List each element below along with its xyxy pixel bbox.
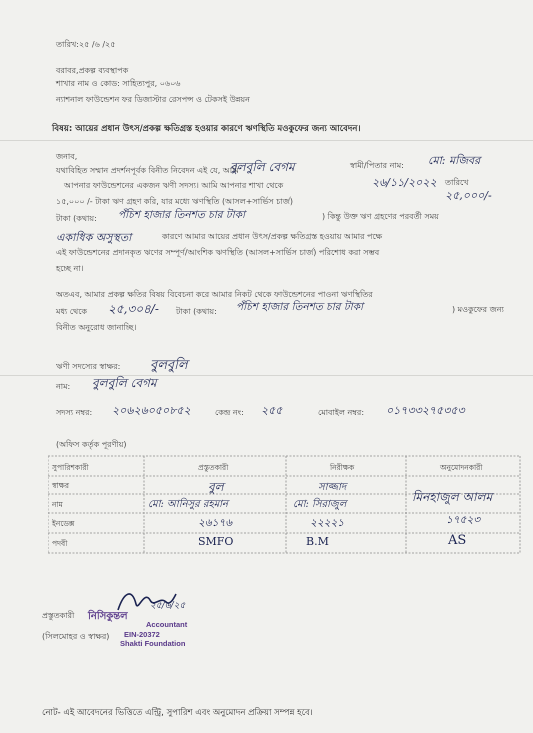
applicant-signature: বুলবুলি [150,358,188,373]
handwritten-applicant-name: বুলবুলি বেগম [230,160,295,174]
preparer-index: ২৬১৭৬ [198,517,233,529]
salutation: জনাব, [56,152,78,161]
name-label: নাম: [56,382,71,391]
center-no-label: কেন্দ্র নং: [215,408,244,417]
handwritten-husband-name: মো: মজিবর [428,154,481,167]
col-header-auditor: নিরীক্ষক [330,463,355,472]
auditor-signature: সাজ্জাদ [318,482,347,493]
body-line-3: ১৫,০০০ /- টাকা ঋণ গ্রহণ করি, যার মধ্যে ঋণস্থিতি (আসল+সার্ভিস চার্জ) [56,197,294,206]
handwritten-name: বুলবুলি বেগম [92,376,157,390]
body-line-5: কারণে আমার আয়ের প্রধান উৎস/প্রকল্প ক্ষতিগ্রস্ত হওয়ায় আমার পক্ষে [162,232,383,241]
stamp-organization: Shakti Foundation [120,639,186,648]
stamp-ein: EIN-20372 [124,630,160,639]
recipient-line: বরাবর,প্রকল্প ব্যবস্থাপক [56,66,129,75]
body-line-4: টাকা (কথায়: [56,214,97,223]
handwritten-mobile: ০১৭৩৩২৭৫৩৫৩ [386,404,465,417]
office-use-table [48,455,521,555]
signature-label: ঋণী সদস্যের স্বাক্ষর: [56,362,121,371]
date-line: তারিখ:২৫ /৬ /২৫ [56,40,116,49]
approver-index: ১৭৫২৩ [446,514,481,526]
body-line-2: আপনার ফাউন্ডেশনের একজন ঋণী সদস্য। আমি আপনার শাখা থেকে [64,181,284,190]
col-header-approver: অনুমোদনকারী [440,463,483,472]
member-no-label: সদস্য নম্বর: [56,408,93,417]
seal-and-signature-label: (সিলমোহর ও স্বাক্ষর) [42,632,110,641]
row-label-recommender: সুপারিশকারী [52,463,89,472]
handwritten-amount-in-words: পঁচিশ হাজার তিনশত চার টাকা [118,209,246,221]
handwritten-center-no: ২৫৫ [261,404,283,417]
body-text: টাকা (কথায়: [176,307,217,316]
handwritten-waiver-words: পঁচিশ হাজার তিনশত চার টাকা [236,301,364,313]
body-text: তারিখে [445,178,469,187]
preparer-signature: বুল [208,480,224,494]
signature-date: ২৫/৬/২৫ [150,601,186,611]
foundation-line: ন্যাশনাল ফাউন্ডেশন ফর ডিজাস্টার রেসপন্স ও টেকসই উন্নয়ন [56,95,250,104]
auditor-name: মো: সিরাজুল [293,499,347,510]
col-header-preparer: প্রস্তুতকারী [198,463,229,472]
footer-note: নোট- এই আবেদনের ভিত্তিতে এন্ট্রি, সুপারিশ এবং অনুমোদন প্রক্রিয়া সম্পন্ন হবে। [42,708,313,718]
body-text: ) কিন্তু উক্ত ঋণ গ্রহণের পরবর্তী সময় [322,212,439,221]
office-table-caption: (অফিস কর্তৃক পূরণীয়) [56,440,127,449]
body-text: ) মওকুফের জন্য [452,305,504,314]
row-label-index: ইনডেক্স [52,519,75,528]
preparer-designation: SMFO [198,535,234,548]
row-label-designation: পদবী [52,539,68,548]
body-line-1 [56,166,239,176]
prepared-by-label: প্রস্তুতকারী [42,611,75,620]
paper-fold-line [0,140,533,141]
row-label-name: নাম [52,500,63,509]
preparer-name: মো: আনিসুর রহমান [148,499,229,510]
approver-designation: AS [448,533,467,548]
stamp-name: নিসিকুন্তল [88,611,128,622]
handwritten-member-no: ২০৬২৬০৫০৮৫২ [112,404,191,417]
handwritten-loan-date: ২৬/১১/২০২২ [372,176,437,189]
subject-line: বিষয়: আয়ের প্রধান উৎস/প্রকল্প ক্ষতিগ্রস্ত হওয়ার কারণে ঋণস্থিতি মওকুফের জন্য আবেদন। [52,124,361,134]
body-text: যথাবিহিত সম্মান প্রদর্শনপূর্বক বিনীত নিবেদন এই যে, আমি [56,166,239,175]
mobile-label: মোবাইল নম্বর: [318,408,365,417]
stamp-title: Accountant [146,620,188,629]
handwritten-cause: একাধিক অসুস্থতা [56,231,132,244]
handwritten-amount: ২৫,০০০/- [445,189,492,202]
body-line-6: এই ফাউন্ডেশনের প্রদানকৃত ঋণের সম্পূর্ণ/আংশিক ঋণস্থিতি (আসল+সার্ভিস চার্জ) পরিশোধ করা সম্ভব [56,248,380,257]
row-label-signature: স্বাক্ষর [52,481,69,490]
approver-name: মিনহাজুল আলম [412,490,493,504]
auditor-designation: B.M [306,535,329,548]
paper-fold-line [0,375,533,376]
body-line-7: হচ্ছে না। [56,264,84,273]
office-line: শাখার নাম ও কোড: সাহিত্যপুর, ০৬০৬ [56,79,181,88]
auditor-index: ২২২২১ [310,517,345,529]
body-text: স্বামী/পিতার নাম: [350,161,404,170]
request-line-1: অতএব, আমার প্রকল্প ক্ষতির বিষয় বিবেচনা করে আমার নিকট থেকে ফাউন্ডেশনের পাওনা ঋণস্থিতির [56,290,373,299]
handwritten-waiver-amount: ২৫,৩০৪/- [108,302,159,316]
request-line-2-prefix: মধ্য থেকে [56,307,88,316]
request-line-3: বিনীত অনুরোধ জানাচ্ছি। [56,323,137,332]
